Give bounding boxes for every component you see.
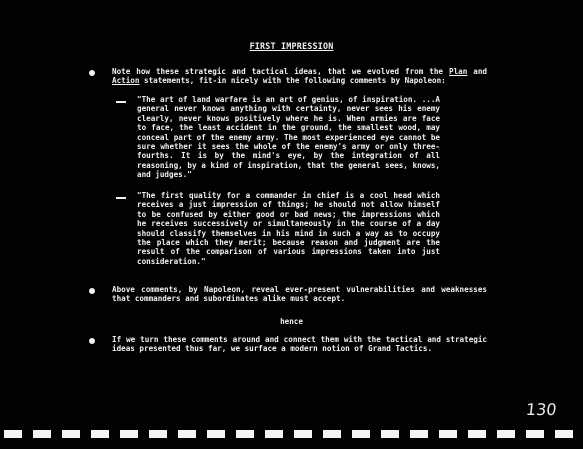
- film-hole: [33, 430, 51, 438]
- connector-hence: hence: [280, 317, 303, 326]
- page-number: 130: [525, 400, 558, 419]
- film-hole: [62, 430, 80, 438]
- film-hole: [526, 430, 544, 438]
- text-run: Above comments, by Napoleon, reveal ever-present vulnerabilities and weaknesses that commanders and subordinates alike must accept.: [112, 285, 487, 304]
- bullet-dot: [89, 70, 95, 76]
- film-hole: [149, 430, 167, 438]
- film-hole: [323, 430, 341, 438]
- film-hole: [555, 430, 573, 438]
- film-hole: [294, 430, 312, 438]
- film-hole: [178, 430, 196, 438]
- film-hole: [497, 430, 515, 438]
- quote-first-quality: "The first quality for a commander in chief is a cool head which receives a just impression of things; he should not allow himself to be confused by either good or bad news; the impressions which he receives successively or simultaneously in the course of a day should classify themselves in his mind in such a way as to occupy the place which they merit; because reason and judgment are the result of the comparison of various impressions taken into just consideration.": [137, 191, 440, 266]
- paragraph-vulnerabilities: [112, 285, 487, 304]
- slide-title: FIRST IMPRESSION: [249, 41, 334, 51]
- film-hole: [381, 430, 399, 438]
- film-hole: [439, 430, 457, 438]
- film-hole: [236, 430, 254, 438]
- paragraph-intro: [112, 67, 487, 86]
- dash-marker: [116, 197, 126, 199]
- film-strip-border: [0, 426, 583, 446]
- film-hole: [265, 430, 283, 438]
- film-hole: [352, 430, 370, 438]
- text-run: Note how these strategic and tactical ideas, that we evolved from the: [112, 67, 449, 76]
- film-hole: [91, 430, 109, 438]
- quote-inspiration: "The art of land warfare is an art of genius, of inspiration. ...A general never knows anything with certainty, never sees his enemy clearly, never knows positively where he is. When armies are face to face, the least accident in the ground, the smallest wood, may conceal part of the enemy army. The most experienced eye cannot be sure whether it sees the whole of the enemy's army or only three-fourths. It is by the mind's eye, by the integration of all reasoning, by a kind of inspiration, that the general sees, knows, and judges.": [137, 95, 440, 180]
- text-run-action: Action: [112, 76, 140, 86]
- film-hole: [410, 430, 428, 438]
- bullet-dot: [89, 338, 95, 344]
- text-run: If we turn these comments around and connect them with the tactical and strategic ideas presented thus far, we surface a modern notion of Grand Tactics.: [112, 335, 487, 354]
- text-run: and: [467, 67, 487, 76]
- text-run-plan: Plan: [449, 67, 468, 76]
- text-run: statements, fit-in nicely with the following comments by Napoleon:: [139, 76, 446, 86]
- film-hole: [4, 430, 22, 438]
- film-hole: [468, 430, 486, 438]
- film-hole: [120, 430, 138, 438]
- paragraph-grand-tactics: [112, 335, 487, 354]
- bullet-dot: [89, 288, 95, 294]
- dash-marker: [116, 101, 126, 103]
- film-hole: [207, 430, 225, 438]
